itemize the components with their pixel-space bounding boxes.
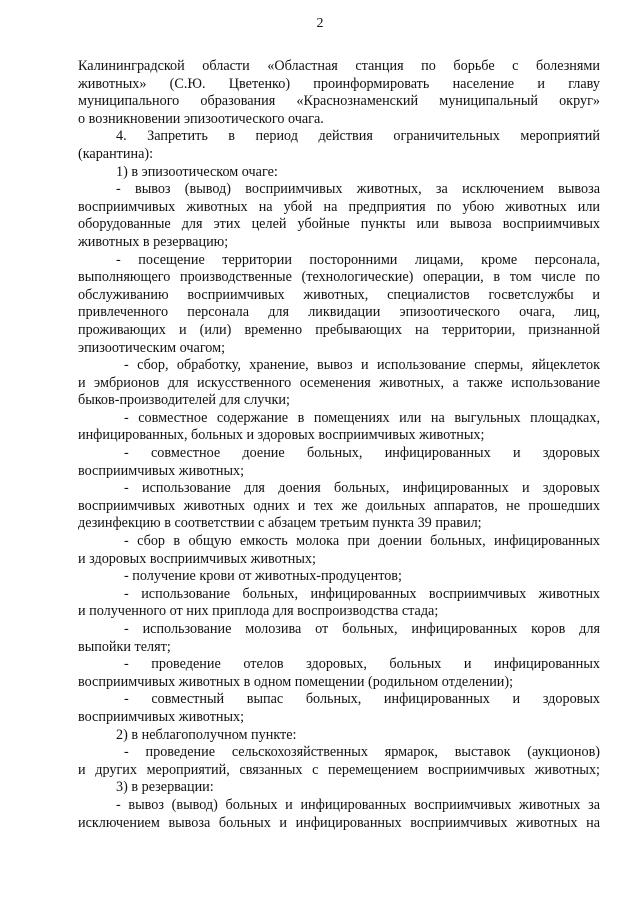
text-line: и здоровых восприимчивых животных; bbox=[78, 550, 316, 567]
text-line: восприимчивых животных в одном помещении (родильном отделении); bbox=[78, 673, 514, 690]
text-line: - использование для доения больных, инфицированных и здоровых bbox=[124, 480, 600, 497]
text-line: проживающих и (или) временно пребывающих на территории, признанной bbox=[78, 321, 600, 338]
text-line: - сбор в общую емкость молока при доении больных, инфицированных bbox=[124, 533, 600, 550]
text-line: оборудованные для этих целей убойные пункты или вывоза восприимчивых bbox=[78, 216, 600, 233]
text-line: животных» (С.Ю. Цветенко) проинформировать население и главу bbox=[78, 75, 600, 92]
text-line: 3) в резервации: bbox=[116, 779, 214, 796]
text-line: - вывоз (вывод) восприимчивых животных, за исключением вывоза bbox=[116, 181, 600, 198]
text-line: дезинфекцию в соответствии с абзацем третьим пункта 39 правил; bbox=[78, 515, 482, 532]
text-line: - использование больных, инфицированных восприимчивых животных bbox=[124, 585, 600, 602]
text-line: - проведение сельскохозяйственных ярмарок, выставок (аукционов) bbox=[124, 744, 600, 761]
text-line: обслуживанию восприимчивых животных, специалистов госветслужбы и bbox=[78, 286, 600, 303]
text-line: и полученного от них приплода для воспроизводства стада; bbox=[78, 603, 439, 620]
text-line: - совместное доение больных, инфицированных и здоровых bbox=[124, 445, 600, 462]
document-body bbox=[78, 58, 600, 832]
text-line: восприимчивых животных; bbox=[78, 708, 245, 725]
text-line: и эмбрионов для искусственного осеменения животных, а также использование bbox=[78, 374, 600, 391]
text-line: 4. Запретить в период действия ограничительных мероприятий bbox=[116, 128, 600, 145]
text-line: - совместный выпас больных, инфицированных и здоровых bbox=[124, 691, 600, 708]
text-line: инфицированных, больных и здоровых восприимчивых животных; bbox=[78, 427, 485, 444]
text-line: - совместное содержание в помещениях или на выгульных площадках, bbox=[124, 409, 600, 426]
text-line: привлеченного персонала для ликвидации эпизоотического очага, лиц, bbox=[78, 304, 600, 321]
text-line: животных в резервацию; bbox=[78, 233, 229, 250]
text-line: - сбор, обработку, хранение, вывоз и использование спермы, яйцеклеток bbox=[124, 357, 600, 374]
text-line: - проведение отелов здоровых, больных и инфицированных bbox=[124, 656, 600, 673]
text-line: восприимчивых животных одних и тех же доильных аппаратов, не прошедших bbox=[78, 497, 600, 514]
text-line: - вывоз (вывод) больных и инфицированных восприимчивых животных за bbox=[116, 796, 600, 813]
text-line: восприимчивых животных; bbox=[78, 462, 245, 479]
text-line: - получение крови от животных-продуцентов; bbox=[124, 568, 402, 585]
text-line: эпизоотическим очагом; bbox=[78, 339, 226, 356]
text-line: быков-производителей для случки; bbox=[78, 392, 290, 409]
text-line: (карантина): bbox=[78, 145, 154, 162]
text-line: муниципального образования «Краснознаменский муниципальный округ» bbox=[78, 93, 600, 110]
page-number: 2 bbox=[316, 16, 324, 31]
text-line: Калининградской области «Областная станция по борьбе с болезнями bbox=[78, 58, 600, 74]
text-line: восприимчивых животных на убой на предприятия по убою животных или bbox=[78, 198, 600, 215]
text-line: исключением вывоза больных и инфицированных восприимчивых животных на bbox=[78, 814, 600, 831]
text-line: о возникновении эпизоотического очага. bbox=[78, 110, 324, 127]
text-line: - посещение территории посторонними лицами, кроме персонала, bbox=[116, 251, 600, 268]
text-line: и других мероприятий, связанных с перемещением восприимчивых животных; bbox=[78, 761, 600, 778]
text-line: 1) в эпизоотическом очаге: bbox=[116, 163, 278, 180]
text-line: выпойки телят; bbox=[78, 638, 171, 655]
text-line: - использование молозива от больных, инфицированных коров для bbox=[124, 621, 600, 637]
text-line: 2) в неблагополучном пункте: bbox=[116, 726, 297, 743]
text-line: выполняющего производственные (технологические) операции, в том числе по bbox=[78, 269, 600, 286]
